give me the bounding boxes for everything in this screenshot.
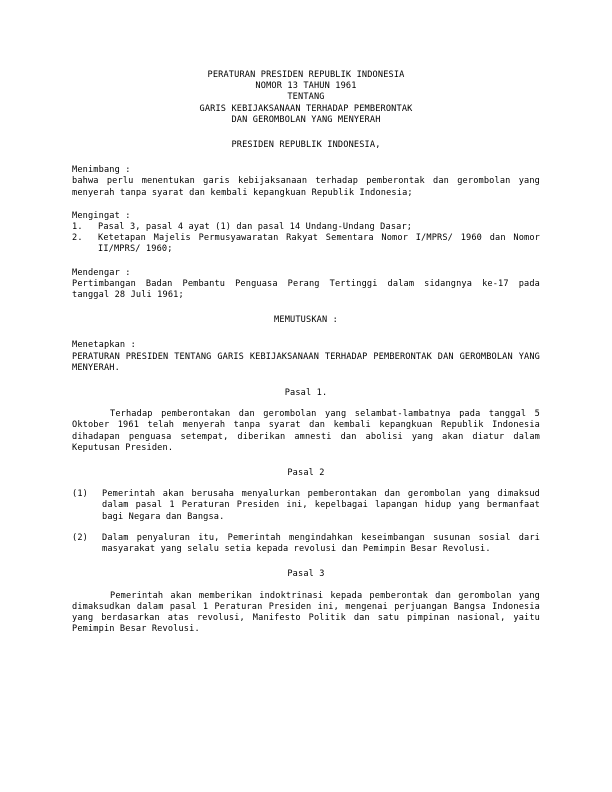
mendengar-text: Pertimbangan Badan Pembantu Penguasa Perang Tertinggi dalam sidangnya ke-17 pada tanggal 28 Juli 1961; xyxy=(72,278,540,301)
article-pasal-1 xyxy=(72,388,540,454)
article-paragraph xyxy=(72,533,540,555)
menetapkan-label: Menetapkan : xyxy=(72,340,136,351)
menimbang-section xyxy=(72,165,540,199)
mengingat-section xyxy=(72,211,540,256)
header-line-4: GARIS KEBIJAKSANAAN TERHADAP PEMBERONTAK xyxy=(199,103,413,114)
mengingat-item-text: Pasal 3, pasal 4 ayat (1) dan pasal 14 Undang-Undang Dasar; xyxy=(98,222,413,233)
paragraph-text: Dalam penyaluran itu, Pemerintah mengindahkan keseimbangan susunan sosial dari masyarakat yang selalu setia kepada revolusi dan Pemimpin Besar Revolusi. xyxy=(102,532,540,555)
memutuskan-heading: MEMUTUSKAN : xyxy=(274,315,338,326)
header-line-5: DAN GEROMBOLAN YANG MENYERAH xyxy=(231,114,381,125)
document-header xyxy=(72,70,540,126)
article-pasal-2 xyxy=(72,468,540,555)
mengingat-label: Mengingat : xyxy=(72,210,131,221)
paragraph-text: Pemerintah akan berusaha menyalurkan pemberontakan dan gerombolan yang dimaksud dalam pasal 1 Peraturan Presiden ini, kepelbagai lapangan hidup yang bermanfaat bagi Negara dan Bangsa. xyxy=(102,489,540,522)
article-paragraph xyxy=(72,489,540,523)
header-line-2: NOMOR 13 TAHUN 1961 xyxy=(255,81,357,92)
article-heading: Pasal 2 xyxy=(287,468,325,479)
paragraph-number: (2) xyxy=(72,532,88,543)
paragraph-number: (1) xyxy=(72,489,88,500)
article-paragraph: Terhadap pemberontakan dan gerombolan yang selambat-lambatnya pada tanggal 5 Oktober 1961 telah menyerah tanpa syarat dan kembali kepangkuan Republik Indonesia dihadapan penguasa setempat, diberikan amnesti dan abolisi yang akan diatur dalam Keputusan Presiden. xyxy=(72,409,540,453)
issuing-authority: PRESIDEN REPUBLIK INDONESIA, xyxy=(231,140,381,151)
mengingat-item-number: 2. xyxy=(72,233,83,244)
mendengar-label: Mendengar : xyxy=(72,267,131,278)
mengingat-item-text: Ketetapan Majelis Permusyawaratan Rakyat Sementara Nomor I/MPRS/ 1960 dan Nomor II/MPRS/ 1960; xyxy=(98,233,540,255)
mengingat-item xyxy=(72,233,540,255)
header-line-1: PERATURAN PRESIDEN REPUBLIK INDONESIA xyxy=(207,70,405,80)
menimbang-text: bahwa perlu menentukan garis kebijaksanaan terhadap pemberontak dan gerombolan yang menyerah tanpa syarat dan kembali kepangkuan Republik Indonesia; xyxy=(72,176,540,198)
document-body xyxy=(72,70,540,635)
article-pasal-3 xyxy=(72,569,540,635)
article-heading: Pasal 3 xyxy=(287,569,325,580)
mengingat-item-number: 1. xyxy=(72,222,83,233)
menetapkan-section xyxy=(72,340,540,374)
article-paragraph: Pemerintah akan memberikan indoktrinasi kepada pemberontak dan gerombolan yang dimaksudkan dalam pasal 1 Peraturan Presiden ini, mengenai perjuangan Bangsa Indonesia yang berdasarkan atas revolusi, Manifesto Politik dan satu pimpinan nasional, yaitu Pemimpin Besar Revolusi. xyxy=(72,590,540,635)
mendengar-section xyxy=(72,268,540,302)
menimbang-label: Menimbang : xyxy=(72,165,131,176)
header-line-3: TENTANG xyxy=(287,92,325,103)
menetapkan-text: PERATURAN PRESIDEN TENTANG GARIS KEBIJAKSANAAN TERHADAP PEMBERONTAK DAN GEROMBOLAN YANG MENYERAH. xyxy=(72,351,540,373)
mengingat-item xyxy=(72,222,540,233)
article-heading: Pasal 1. xyxy=(284,388,328,399)
